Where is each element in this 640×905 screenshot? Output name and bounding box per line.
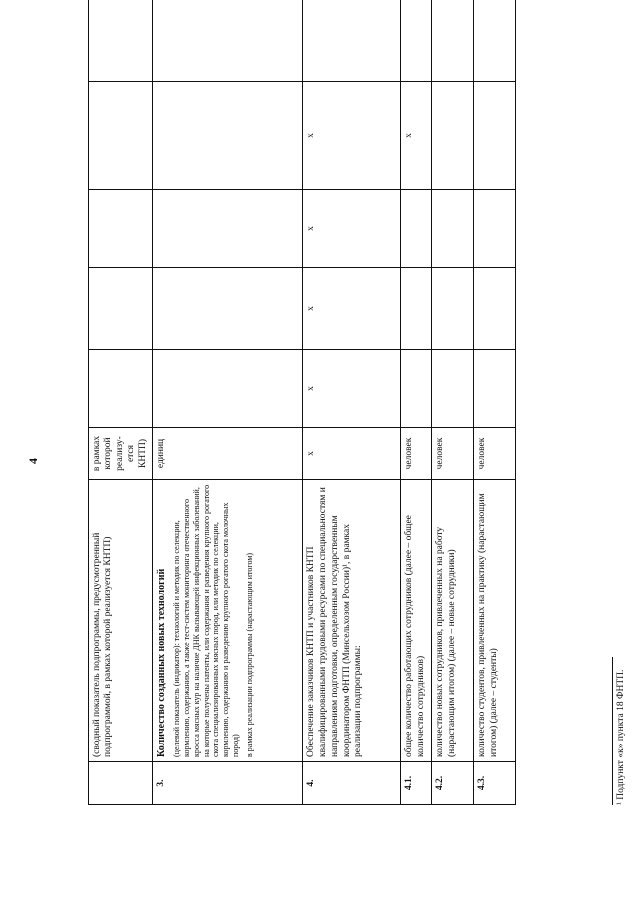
cell-value: [400, 0, 431, 82]
cell-num: 4.3.: [473, 762, 515, 805]
cell-name: [152, 480, 302, 762]
cell-value: [473, 190, 515, 268]
cell-value: x: [400, 82, 431, 190]
cell-value: [152, 190, 302, 268]
cell-num: [89, 762, 153, 805]
cell-value: [400, 350, 431, 428]
cell-value: [152, 268, 302, 350]
cell-unit: человек: [473, 428, 515, 480]
cell-value: x: [302, 82, 400, 190]
cell-num: 4.2.: [431, 762, 473, 805]
cell-unit: в рамках которой реализу-ется КНТП): [89, 428, 153, 480]
indicator-name: общее количество работающих сотрудников (далее – общее количество сотрудников): [403, 515, 426, 757]
footnote-separator: [612, 657, 613, 805]
cell-value: x: [302, 350, 400, 428]
cell-value: [400, 268, 431, 350]
cell-unit: x: [302, 428, 400, 480]
indicator-tail: в рамках реализации подпрограммы (нарастающим итогом): [244, 552, 254, 757]
indicator-name: Обеспечение заказчиков КНТП и участников КНТП квалифицированными трудовыми ресурсами по специальностям и направлениям подготовки, определенным государственным координатором ФНТП (Минсельхозом России)¹, в рамках реализации подпрограммы:: [305, 487, 364, 757]
cell-value: [152, 350, 302, 428]
indicator-name: количество студентов, привлеченных на практику (нарастающим итогом) (далее – студенты): [476, 493, 499, 757]
cell-name: [302, 480, 400, 762]
table-row: [302, 0, 400, 805]
cell-value: [431, 268, 473, 350]
cell-value: [302, 0, 400, 82]
cell-value: [89, 350, 153, 428]
cell-name: [400, 480, 431, 762]
cell-value: [473, 268, 515, 350]
cell-num: 4.1.: [400, 762, 431, 805]
cell-value: [431, 190, 473, 268]
cell-value: x: [302, 190, 400, 268]
table-row: [431, 0, 473, 805]
cell-value: [89, 268, 153, 350]
cell-unit: единиц: [152, 428, 302, 480]
indicator-name: Количество созданных новых технологий: [155, 568, 167, 757]
cell-value: [431, 350, 473, 428]
table-row: [400, 0, 431, 805]
cell-value: [473, 0, 515, 82]
cell-value: [89, 0, 153, 82]
cell-value: [400, 190, 431, 268]
table-row: [152, 0, 302, 805]
cell-name: (сводный показатель подпрограммы, предусмотренный подпрограммой, в рамках которой реализуется КНТП): [89, 480, 153, 762]
cell-value: [89, 190, 153, 268]
table-row-continuation: [89, 0, 153, 805]
footnote: ¹ Подпункт «к» пункта 18 ФНТП.: [616, 669, 626, 805]
cell-value: [431, 0, 473, 82]
cell-num: 3.: [152, 762, 302, 805]
table-row: [473, 0, 515, 805]
cell-value: [473, 350, 515, 428]
cell-value: x: [302, 268, 400, 350]
cell-value: [89, 82, 153, 190]
page-number: 4: [26, 458, 40, 464]
cell-unit: человек: [400, 428, 431, 480]
cell-value: [431, 82, 473, 190]
cell-num: 4.: [302, 762, 400, 805]
cell-name: [473, 480, 515, 762]
cell-unit: человек: [431, 428, 473, 480]
indicators-table: [88, 0, 516, 805]
indicator-note: (целевой показатель (индикатор): технологий и методик по селекции, кормлению, содержанию, а также тест-систем мониторинга отечественного кросса мясных кур на наличие ДНК вызывающей инфекционных заболеваний, на которые получены патенты, или содержания и разведения крупного рогатого скота специализированных мясных пород, или методик по селекции, кормлению, содержанию и разведению крупного рогатого скота молочных пород): [172, 484, 240, 757]
indicator-name: количество новых сотрудников, привлеченных на работу (нарастающим итогом) (далее – новые сотрудники): [434, 526, 457, 757]
cell-value: [473, 82, 515, 190]
cell-value: [152, 0, 302, 82]
cell-name: [431, 480, 473, 762]
cell-value: [152, 82, 302, 190]
table-body: [89, 0, 516, 805]
